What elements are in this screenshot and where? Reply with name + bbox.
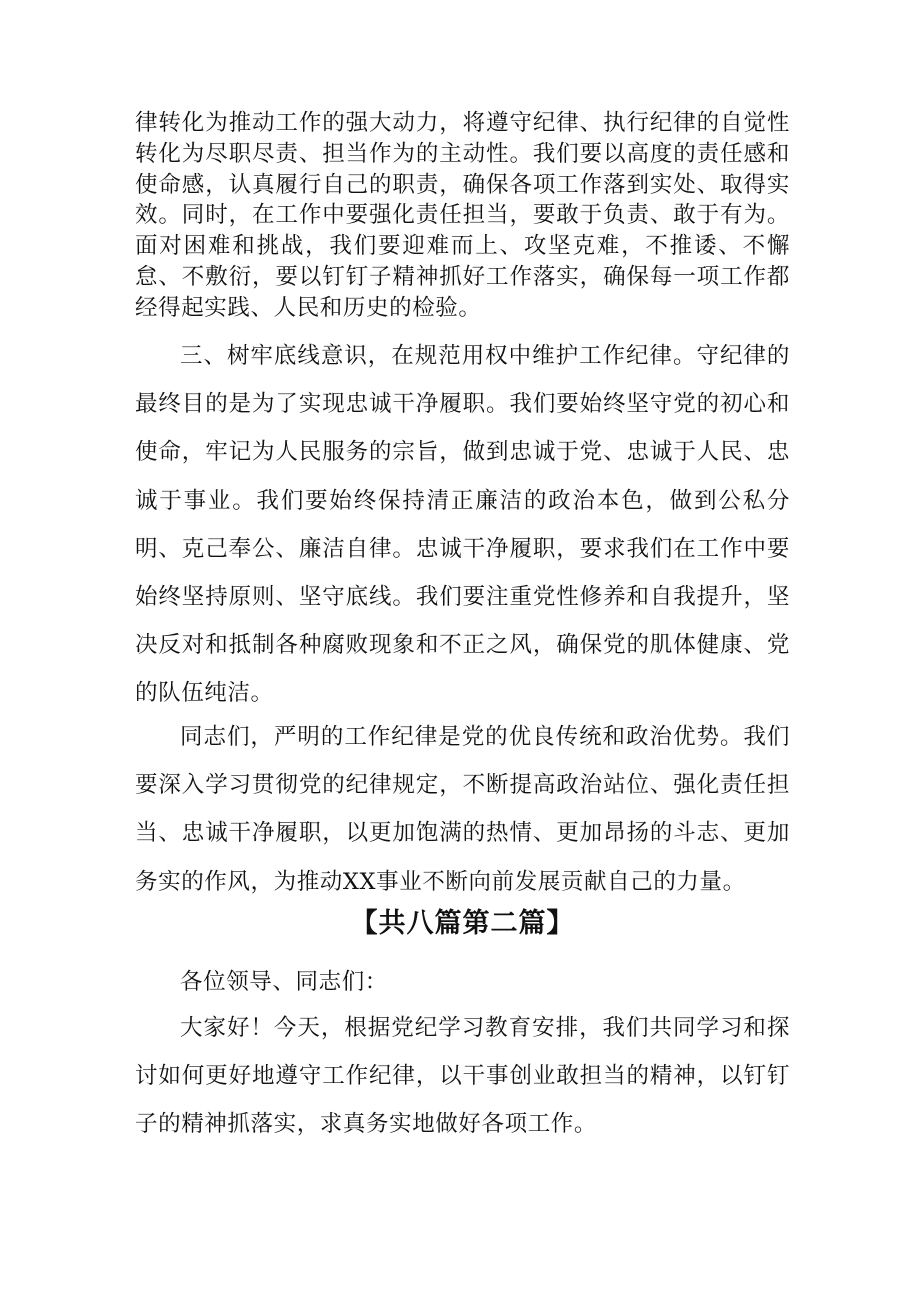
paragraph-opening: 大家好！今天，根据党纪学习教育安排，我们共同学习和探讨如何更好地遵守工作纪律，以干事创业敢担当的精神，以钉钉子的精神抓落实，求真务实地做好各项工作。 [135,1015,790,1138]
paragraph-closing: 同志们，严明的工作纪律是党的优良传统和政治优势。我们要深入学习贯彻党的纪律规定，不断提高政治站位、强化责任担当、忠诚干净履职，以更加饱满的热情、更加昂扬的斗志、更加务实的作风，为推动XX事业不断向前发展贡献自己的力量。 [135,724,790,895]
section-heading: 【共八篇第二篇】 [350,908,575,939]
salutation: 各位领导、同志们： [180,969,388,995]
paragraph-bottom-line: 三、树牢底线意识，在规范用权中维护工作纪律。守纪律的最终目的是为了实现忠诚干净履职。我们要始终坚守党的初心和使命，牢记为人民服务的宗旨，做到忠诚于党、忠诚于人民、忠诚于事业。我们要始终保持清正廉洁的政治本色，做到公私分明、克己奉公、廉洁自律。忠诚干净履职，要求我们在工作中要始终坚持原则、坚守底线。我们要注重党性修养和自我提升，坚决反对和抵制各种腐败现象和不正之风，确保党的肌体健康、党的队伍纯洁。 [135,343,790,707]
paragraph-responsibility: 律转化为推动工作的强大动力，将遵守纪律、执行纪律的自觉性转化为尽职尽责、担当作为的主动性。我们要以高度的责任感和使命感，认真履行自己的职责，确保各项工作落到实处、取得实效。同时，在工作中要强化责任担当，要敢于负责、敢于有为。面对困难和挑战，我们要迎难而上、攻坚克难，不推诿、不懈怠、不敷衍，要以钉钉子精神抓好工作落实，确保每一项工作都经得起实践、人民和历史的检验。 [135,110,790,321]
